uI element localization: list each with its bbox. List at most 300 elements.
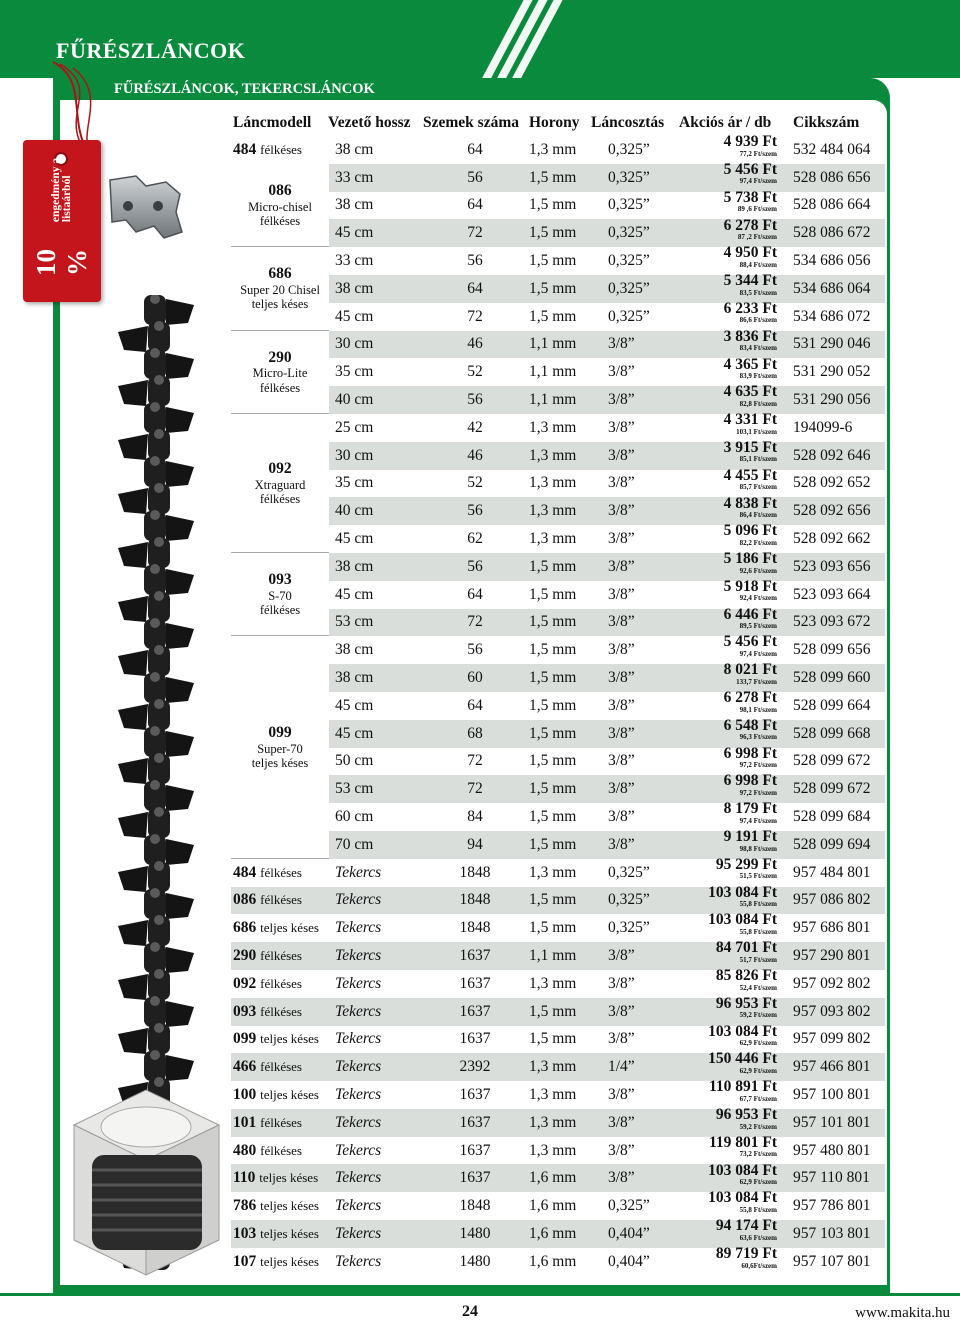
- price-value: 103 084 Ft: [708, 1161, 777, 1179]
- price-cell: [677, 800, 777, 825]
- price-value: 5 456 Ft: [723, 633, 777, 651]
- length-cell: Tekercs: [335, 1058, 382, 1076]
- length-cell: 25 cm: [335, 418, 374, 436]
- pitch-cell: 3/8”: [608, 613, 635, 631]
- code-cell: 532 484 064: [793, 140, 871, 158]
- groove-cell: 1,1 mm: [529, 947, 577, 964]
- groove-cell: 1,3 mm: [529, 863, 577, 881]
- groove-cell: 1,5 mm: [529, 279, 577, 297]
- pitch-cell: 3/8”: [608, 808, 635, 826]
- model-cell: [231, 1197, 329, 1215]
- model-cell: [231, 1030, 329, 1048]
- price-cell: [677, 383, 777, 408]
- price-value: 119 801 Ft: [708, 1133, 777, 1151]
- table-row: [231, 327, 885, 359]
- groove-cell: 1,5 mm: [529, 196, 577, 214]
- model-cell: [231, 891, 329, 909]
- length-cell: 53 cm: [335, 780, 374, 798]
- links-cell: 1480: [459, 1224, 491, 1242]
- groove-cell: 1,6 mm: [529, 1252, 577, 1270]
- table-row: [231, 1189, 885, 1220]
- page-number: 24: [462, 1303, 478, 1320]
- length-cell: Tekercs: [335, 947, 382, 964]
- code-cell: 534 686 072: [793, 307, 871, 325]
- groove-cell: 1,5 mm: [529, 696, 577, 714]
- price-cell: [677, 577, 777, 603]
- unit-price: 59,2 Ft/szem: [739, 1011, 777, 1020]
- table-row: [231, 967, 885, 998]
- table-row: [231, 494, 885, 525]
- pitch-cell: 0,325”: [608, 891, 650, 909]
- table-row: [231, 383, 885, 414]
- pitch-cell: 3/8”: [608, 1113, 635, 1131]
- price-cell: [677, 1217, 777, 1242]
- links-cell: 46: [467, 446, 483, 464]
- unit-price: 97,4 Ft/szem: [739, 816, 777, 825]
- price-value: 103 084 Ft: [708, 911, 777, 929]
- unit-price: 82,8 Ft/szem: [739, 399, 777, 408]
- price-value: 3 836 Ft: [723, 327, 777, 345]
- pitch-cell: 0,325”: [608, 863, 650, 881]
- table-row: [231, 188, 885, 220]
- pitch-cell: 3/8”: [608, 1002, 635, 1020]
- col-header-code: Cikkszám: [793, 114, 860, 131]
- links-cell: 56: [467, 391, 483, 409]
- table-row: [231, 716, 885, 748]
- unit-price: 62,9 Ft/szem: [739, 1039, 777, 1048]
- length-cell: 30 cm: [335, 335, 374, 353]
- length-cell: 45 cm: [335, 696, 374, 714]
- unit-price: 55,8 Ft/szem: [739, 1205, 777, 1214]
- code-cell: 957 480 801: [793, 1141, 871, 1159]
- table-row: [231, 522, 885, 553]
- price-cell: [677, 438, 777, 464]
- pitch-cell: 0,325”: [608, 1197, 650, 1215]
- model-number: 480: [233, 1141, 257, 1159]
- unit-price: 89 ,6 Ft/szem: [737, 205, 777, 214]
- length-cell: 38 cm: [335, 557, 374, 575]
- code-cell: 957 100 801: [793, 1085, 871, 1103]
- table-row: [231, 689, 885, 720]
- code-cell: 957 099 802: [793, 1030, 871, 1048]
- group-desc: Micro-chisel: [248, 199, 312, 214]
- price-cell: [677, 550, 777, 575]
- table-row: [231, 1161, 885, 1192]
- code-cell: 523 093 672: [793, 613, 871, 631]
- groove-cell: 1,5 mm: [529, 613, 577, 631]
- groove-cell: 1,5 mm: [529, 780, 577, 798]
- price-cell: [677, 466, 777, 492]
- links-cell: 72: [467, 307, 483, 325]
- length-cell: 38 cm: [335, 669, 374, 687]
- code-cell: 957 686 801: [793, 919, 871, 937]
- col-header-price: Akciós ár / db: [679, 114, 772, 131]
- price-cell: [677, 1161, 777, 1187]
- unit-price: 51,5 Ft/szem: [739, 872, 777, 881]
- model-cell: [231, 1058, 329, 1076]
- price-tag-icon: [23, 140, 101, 302]
- length-cell: 53 cm: [335, 613, 374, 631]
- groove-cell: 1,5 mm: [529, 307, 577, 325]
- group-desc: Super-70: [257, 741, 303, 756]
- groove-cell: 1,5 mm: [529, 1030, 577, 1048]
- model-number: 092: [233, 974, 257, 992]
- links-cell: 64: [467, 696, 483, 714]
- model-cell: [231, 864, 329, 882]
- price-cell: [677, 1078, 777, 1103]
- price-value: 6 548 Ft: [723, 716, 777, 734]
- code-cell: 957 086 802: [793, 891, 871, 909]
- links-cell: 64: [467, 140, 483, 158]
- length-cell: Tekercs: [335, 1224, 382, 1242]
- length-cell: 38 cm: [335, 140, 374, 158]
- unit-price: 98,8 Ft/szem: [739, 844, 777, 853]
- unit-price: 77,2 Ft/szem: [739, 149, 777, 158]
- group-type: félkéses: [259, 491, 301, 506]
- table-row: [231, 244, 885, 275]
- model-type: teljes késes: [260, 1253, 319, 1269]
- pitch-cell: 0,404”: [608, 1252, 650, 1270]
- price-value: 5 738 Ft: [723, 188, 777, 206]
- table-row: [231, 800, 885, 831]
- col-header-links: Szemek száma: [423, 114, 519, 131]
- model-number: 484: [233, 863, 257, 881]
- pitch-cell: 0,325”: [608, 279, 650, 297]
- links-cell: 1637: [459, 1002, 491, 1020]
- model-group-label: [231, 414, 329, 553]
- groove-cell: 1,1 mm: [529, 335, 577, 353]
- model-type: teljes késes: [260, 920, 319, 936]
- links-cell: 1637: [459, 1169, 491, 1187]
- price-cell: [677, 1106, 777, 1131]
- table-row: [231, 1133, 885, 1165]
- groove-cell: 1,3 mm: [529, 1058, 577, 1076]
- price-cell: [677, 1050, 777, 1075]
- table-row: [231, 355, 885, 386]
- pitch-cell: 3/8”: [608, 474, 635, 492]
- price-value: 5 344 Ft: [723, 272, 777, 290]
- price-value: 150 446 Ft: [708, 1050, 777, 1068]
- code-cell: 957 101 801: [793, 1113, 871, 1131]
- length-cell: Tekercs: [335, 1141, 382, 1159]
- groove-cell: 1,1 mm: [529, 391, 577, 409]
- price-cell: [677, 272, 777, 297]
- model-cell: [231, 1169, 329, 1187]
- price-value: 94 174 Ft: [715, 1217, 777, 1235]
- unit-price: 60,6Ft/szem: [741, 1261, 777, 1270]
- price-cell: [677, 1133, 777, 1159]
- footer-line: [0, 1293, 960, 1296]
- model-number: 686: [233, 919, 257, 937]
- model-number: 103: [233, 1224, 257, 1242]
- unit-price: 86,4 Ft/szem: [739, 511, 777, 519]
- links-cell: 52: [467, 363, 483, 381]
- code-cell: 194099-6: [793, 418, 853, 436]
- length-cell: 38 cm: [335, 641, 374, 659]
- model-number: 786: [233, 1197, 257, 1215]
- price-cell: [677, 911, 777, 936]
- links-cell: 64: [467, 585, 483, 603]
- price-value: 5 456 Ft: [723, 160, 777, 178]
- length-cell: 60 cm: [335, 808, 374, 826]
- model-type: félkéses: [260, 975, 302, 991]
- price-value: 6 998 Ft: [723, 744, 777, 762]
- links-cell: 64: [467, 196, 483, 214]
- links-cell: 72: [467, 613, 483, 631]
- pitch-cell: 3/8”: [608, 557, 635, 575]
- length-cell: 40 cm: [335, 502, 374, 520]
- group-desc: Micro-Lite: [252, 366, 308, 381]
- pitch-cell: 3/8”: [608, 418, 635, 436]
- table-header: [231, 110, 885, 136]
- group-number: 099: [268, 723, 292, 741]
- unit-price: 103,1 Ft/szem: [736, 427, 777, 436]
- pitch-cell: 3/8”: [608, 724, 635, 742]
- pitch-cell: 3/8”: [608, 530, 635, 548]
- model-cell: [231, 141, 329, 159]
- pitch-cell: 3/8”: [608, 780, 635, 798]
- code-cell: 531 290 052: [793, 363, 871, 381]
- chain-spool-image: [64, 1085, 229, 1285]
- model-type: teljes késes: [259, 1170, 319, 1186]
- price-value: 4 838 Ft: [723, 494, 777, 512]
- price-value: 9 191 Ft: [723, 828, 777, 846]
- model-number: 290: [233, 947, 257, 964]
- code-cell: 957 103 801: [793, 1224, 871, 1242]
- code-cell: 957 484 801: [793, 863, 871, 881]
- pitch-cell: 3/8”: [608, 446, 635, 464]
- length-cell: Tekercs: [335, 1030, 382, 1048]
- links-cell: 1637: [459, 1085, 491, 1103]
- groove-cell: 1,3 mm: [529, 446, 577, 464]
- price-cell: [677, 744, 777, 770]
- model-cell: [231, 1003, 329, 1021]
- groove-cell: 1,5 mm: [529, 808, 577, 826]
- groove-cell: 1,6 mm: [529, 1197, 577, 1215]
- table-row: [231, 133, 885, 164]
- pitch-cell: 0,325”: [608, 140, 650, 158]
- length-cell: Tekercs: [335, 1169, 382, 1187]
- links-cell: 56: [467, 557, 483, 575]
- groove-cell: 1,3 mm: [529, 418, 577, 436]
- links-cell: 56: [467, 641, 483, 659]
- model-type: teljes késes: [260, 1198, 319, 1214]
- length-cell: Tekercs: [335, 1002, 382, 1020]
- code-cell: 528 086 656: [793, 168, 871, 186]
- price-cell: [677, 1022, 777, 1048]
- groove-cell: 1,5 mm: [529, 224, 577, 242]
- table-row: [231, 911, 885, 942]
- groove-cell: 1,3 mm: [529, 974, 577, 992]
- code-cell: 528 099 672: [793, 752, 871, 770]
- unit-price: 86,6 Ft/szem: [739, 316, 777, 325]
- links-cell: 72: [467, 780, 483, 798]
- model-cell: [231, 975, 329, 993]
- price-cell: [677, 355, 777, 381]
- col-header-length: Vezető hossz: [328, 114, 411, 131]
- code-cell: 528 092 656: [793, 502, 871, 520]
- footer-url: www.makita.hu: [855, 1305, 950, 1321]
- length-cell: Tekercs: [335, 863, 382, 881]
- model-number: 110: [233, 1169, 256, 1187]
- groove-cell: 1,3 mm: [529, 530, 577, 548]
- chain-cutter-image: [106, 172, 186, 244]
- pitch-cell: 0,325”: [608, 196, 650, 214]
- table-row: [231, 744, 885, 776]
- table-row: [231, 466, 885, 498]
- pitch-cell: 3/8”: [608, 1085, 635, 1103]
- pitch-cell: 3/8”: [608, 1030, 635, 1048]
- length-cell: 38 cm: [335, 279, 374, 297]
- table-row: [231, 438, 885, 470]
- groove-cell: 1,3 mm: [529, 1113, 577, 1131]
- model-cell: [231, 1225, 329, 1243]
- groove-cell: 1,1 mm: [529, 363, 577, 381]
- model-group-label: [231, 636, 329, 858]
- links-cell: 1848: [459, 891, 491, 909]
- model-number: 107: [233, 1252, 257, 1270]
- model-cell: [231, 947, 329, 965]
- price-cell: [677, 689, 777, 714]
- pitch-cell: 0,404”: [608, 1224, 650, 1242]
- code-cell: 534 686 056: [793, 252, 871, 270]
- unit-price: 55,8 Ft/szem: [739, 927, 777, 936]
- groove-cell: 1,5 mm: [529, 1002, 577, 1020]
- col-header-groove: Horony: [529, 114, 580, 131]
- model-number: 093: [233, 1002, 257, 1020]
- price-value: 85 826 Ft: [715, 967, 777, 985]
- price-value: 110 891 Ft: [708, 1078, 777, 1096]
- code-cell: 528 099 684: [793, 808, 871, 826]
- code-cell: 957 093 802: [793, 1002, 871, 1020]
- model-cell: [231, 919, 329, 937]
- price-cell: [677, 188, 777, 214]
- group-number: 092: [268, 459, 292, 477]
- links-cell: 72: [467, 224, 483, 242]
- links-cell: 1637: [459, 947, 491, 964]
- code-cell: 531 290 056: [793, 391, 871, 409]
- group-number: 290: [268, 348, 292, 366]
- unit-price: 83,5 Ft/szem: [739, 288, 777, 297]
- price-cell: [677, 1189, 777, 1214]
- group-desc: Super 20 Chisel: [240, 282, 320, 297]
- pitch-cell: 3/8”: [608, 335, 635, 353]
- price-value: 84 701 Ft: [715, 939, 777, 957]
- pitch-cell: 1/4”: [608, 1058, 635, 1076]
- price-cell: [677, 633, 777, 658]
- table-body: [231, 133, 885, 1276]
- links-cell: 68: [467, 724, 483, 742]
- table-row: [231, 939, 885, 970]
- groove-cell: 1,3 mm: [529, 1141, 577, 1159]
- unit-price: 62,9 Ft/szem: [739, 1178, 777, 1187]
- model-type: teljes késes: [260, 1031, 319, 1047]
- discount-text: engedmény a listaárból: [49, 157, 73, 223]
- model-cell: [231, 1086, 329, 1104]
- table-row: [231, 1217, 885, 1248]
- group-type: félkéses: [259, 213, 301, 228]
- groove-cell: 1,5 mm: [529, 724, 577, 742]
- groove-cell: 1,5 mm: [529, 641, 577, 659]
- group-type: félkéses: [259, 380, 301, 395]
- table-row: [231, 299, 885, 331]
- group-number: 086: [268, 181, 292, 199]
- unit-price: 97,4 Ft/szem: [739, 177, 777, 186]
- model-group-label: [231, 247, 329, 330]
- unit-price: 97,4 Ft/szem: [739, 649, 777, 658]
- links-cell: 1848: [459, 919, 491, 937]
- pitch-cell: 0,325”: [608, 224, 650, 242]
- price-cell: [677, 772, 777, 797]
- price-cell: [677, 855, 777, 881]
- model-cell: [231, 1142, 329, 1160]
- model-group-label: [231, 164, 329, 247]
- links-cell: 56: [467, 252, 483, 270]
- price-cell: [677, 994, 777, 1020]
- model-type: teljes késes: [260, 1225, 319, 1241]
- price-value: 4 635 Ft: [723, 383, 777, 401]
- unit-price: 73,2 Ft/szem: [739, 1150, 777, 1159]
- price-value: 5 918 Ft: [723, 577, 777, 595]
- price-value: 4 950 Ft: [723, 244, 777, 262]
- price-value: 6 998 Ft: [723, 772, 777, 790]
- pitch-cell: 3/8”: [608, 974, 635, 992]
- table-row: [231, 550, 885, 581]
- price-cell: [677, 494, 777, 520]
- pitch-cell: 0,325”: [608, 307, 650, 325]
- length-cell: 33 cm: [335, 168, 374, 186]
- length-cell: 40 cm: [335, 391, 374, 409]
- model-type: teljes késes: [260, 1086, 319, 1102]
- links-cell: 62: [467, 530, 483, 548]
- price-value: 5 186 Ft: [723, 550, 777, 568]
- unit-price: 63,6 Ft/szem: [739, 1233, 777, 1242]
- model-group-label: [231, 553, 329, 636]
- code-cell: 523 093 664: [793, 585, 871, 603]
- price-value: 6 278 Ft: [723, 689, 777, 707]
- length-cell: 45 cm: [335, 224, 374, 242]
- price-value: 5 096 Ft: [723, 522, 777, 540]
- price-value: 103 084 Ft: [708, 883, 777, 901]
- price-value: 8 021 Ft: [723, 661, 777, 679]
- model-type: félkéses: [260, 1059, 302, 1075]
- section-subtitle: FŰRÉSZLÁNCOK, TEKERCSLÁNCOK: [114, 81, 375, 97]
- code-cell: 534 686 064: [793, 279, 871, 297]
- length-cell: 38 cm: [335, 196, 374, 214]
- groove-cell: 1,5 mm: [529, 168, 577, 186]
- price-value: 3 915 Ft: [723, 438, 777, 456]
- model-type: félkéses: [260, 864, 302, 880]
- unit-price: 88,4 Ft/szem: [739, 260, 777, 269]
- unit-price: 83,4 Ft/szem: [739, 344, 777, 353]
- links-cell: 1637: [459, 1141, 491, 1159]
- links-cell: 60: [467, 669, 483, 687]
- price-value: 103 084 Ft: [708, 1189, 777, 1207]
- price-value: 4 455 Ft: [723, 466, 777, 484]
- pitch-cell: 3/8”: [608, 641, 635, 659]
- model-type: félkéses: [260, 1114, 302, 1130]
- model-cell: [231, 1253, 329, 1271]
- groove-cell: 1,3 mm: [529, 1085, 577, 1103]
- unit-price: 133,7 Ft/szem: [736, 677, 777, 686]
- length-cell: 45 cm: [335, 307, 374, 325]
- length-cell: 33 cm: [335, 252, 374, 270]
- links-cell: 64: [467, 279, 483, 297]
- code-cell: 531 290 046: [793, 335, 871, 353]
- unit-price: 92,4 Ft/szem: [739, 594, 777, 603]
- unit-price: 52,4 Ft/szem: [739, 983, 777, 992]
- model-group-label: [231, 331, 329, 414]
